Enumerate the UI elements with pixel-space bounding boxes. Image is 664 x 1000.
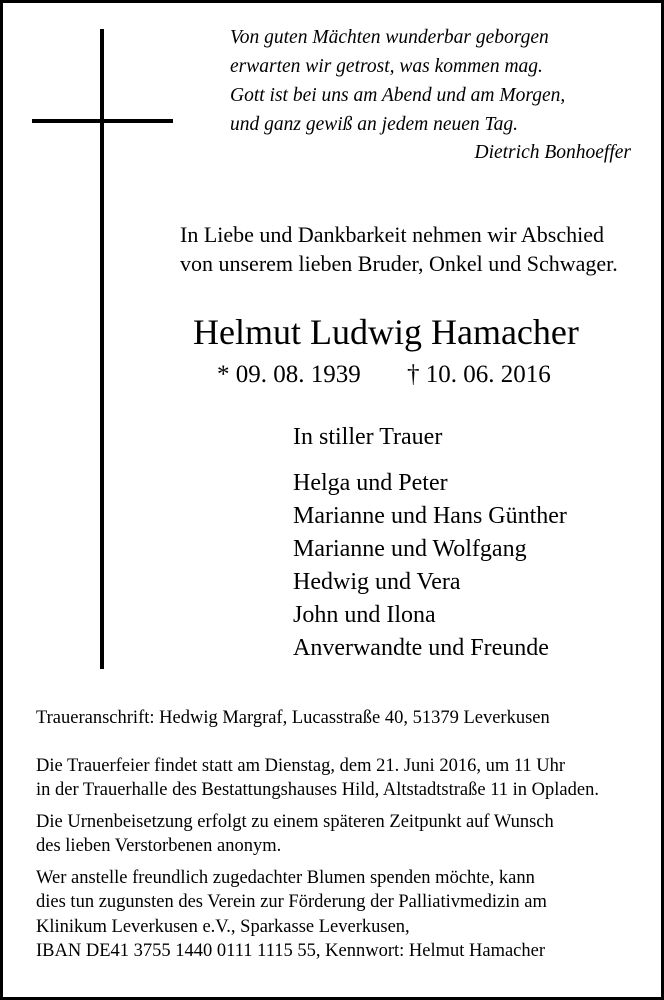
urn-notice (36, 810, 599, 859)
notice-line: Wer anstelle freundlich zugedachter Blumen spenden möchte, kann (36, 867, 535, 888)
poem-line: Von guten Mächten wunderbar geborgen (230, 27, 549, 48)
poem-line: und ganz gewiß an jedem neuen Tag. (230, 114, 518, 135)
notices-section (36, 706, 599, 964)
cross-icon-horizontal-bar (32, 119, 173, 123)
mourner-name: Marianne und Wolfgang (293, 536, 527, 562)
death-date: † 10. 06. 2016 (407, 361, 551, 388)
notice-line: Die Urnenbeisetzung erfolgt zu einem späteren Zeitpunkt auf Wunsch (36, 811, 554, 832)
mourner-name: Helga und Peter (293, 470, 448, 496)
poem-author: Dietrich Bonhoeffer (474, 142, 631, 163)
birth-date: * 09. 08. 1939 (217, 361, 361, 388)
poem-quote (230, 23, 565, 139)
notice-line: in der Trauerhalle des Bestattungshauses Hild, Altstadtstraße 11 in Opladen. (36, 780, 599, 800)
life-dates (217, 359, 551, 391)
mourning-address: Traueranschrift: Hedwig Margraf, Lucasstraße 40, 51379 Leverkusen (36, 708, 550, 728)
notice-line: IBAN DE41 3755 1440 0111 1115 55, Kennwort: Helmut Hamacher (36, 941, 546, 961)
mourner-name: Anverwandte und Freunde (293, 635, 549, 661)
notice-line: Die Trauerfeier findet statt am Dienstag, dem 21. Juni 2016, um 11 Uhr (36, 755, 566, 776)
mourner-name: Marianne und Hans Günther (293, 503, 567, 529)
poem-line: erwarten wir getrost, was kommen mag. (230, 56, 543, 77)
farewell-intro (180, 220, 618, 278)
cross-icon-vertical-bar (100, 29, 104, 669)
intro-line: von unserem lieben Bruder, Onkel und Schwager. (180, 251, 618, 276)
ceremony-notice (36, 754, 599, 803)
poem-line: Gott ist bei uns am Abend und am Morgen, (230, 85, 566, 106)
notice-line: des lieben Verstorbenen anonym. (36, 836, 282, 856)
mourners-list (293, 421, 567, 665)
deceased-name: Helmut Ludwig Hamacher (193, 312, 579, 352)
mourning-heading: In stiller Trauer (293, 424, 443, 450)
notice-line: dies tun zugunsten des Verein zur Förderung der Palliativmedizin am (36, 892, 547, 912)
mourner-name: John und Ilona (293, 602, 436, 628)
intro-line: In Liebe und Dankbarkeit nehmen wir Abschied (180, 222, 604, 247)
mourner-name: Hedwig und Vera (293, 569, 461, 595)
notice-line: Klinikum Leverkusen e.V., Sparkasse Leverkusen, (36, 916, 410, 937)
donation-notice (36, 866, 599, 964)
